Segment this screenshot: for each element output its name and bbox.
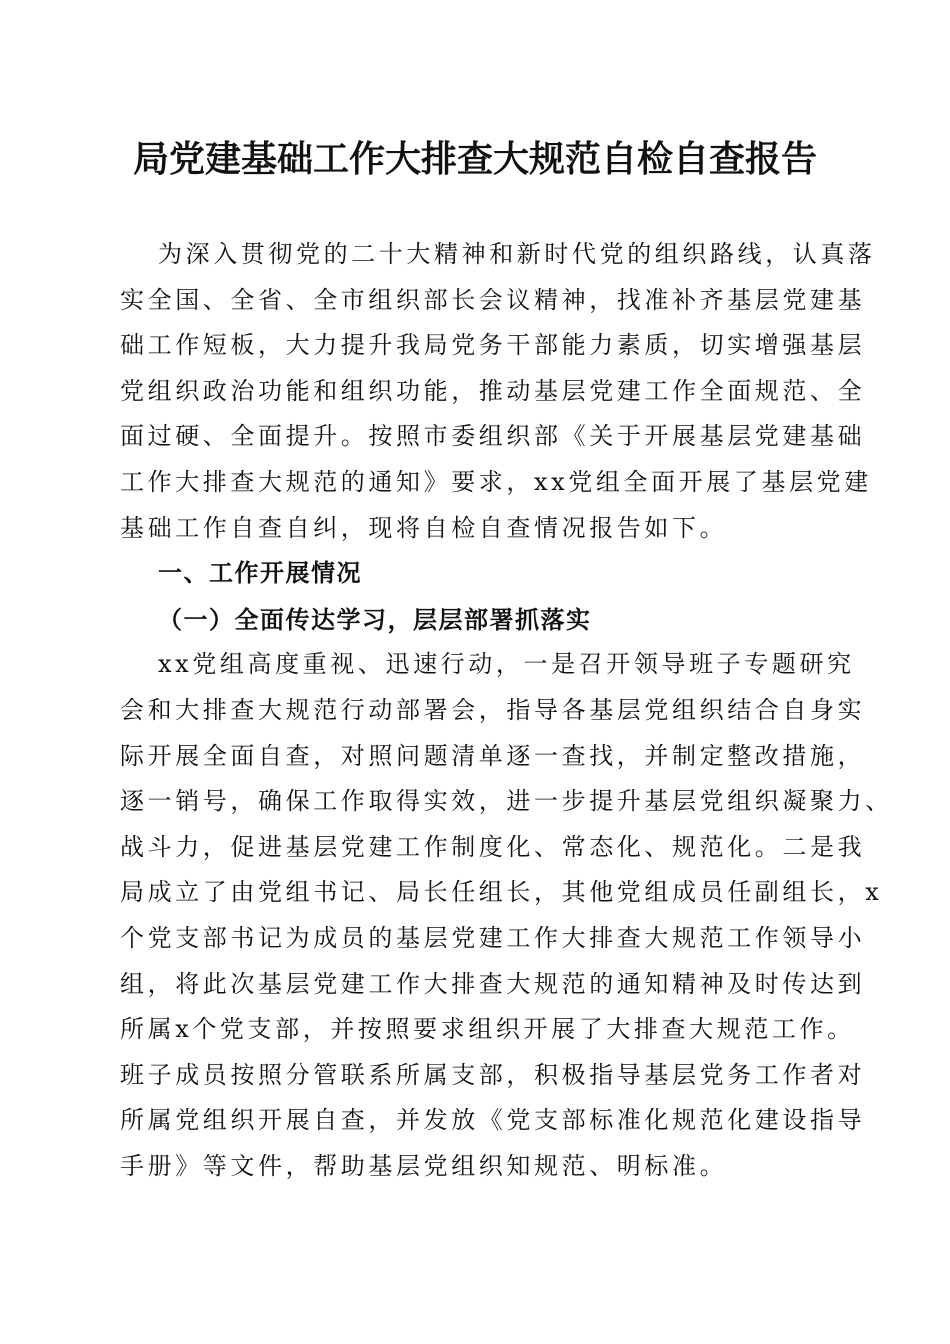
paragraph-line: 会和大排查大规范行动部署会，指导各基层党组织结合自身实	[120, 695, 866, 724]
paragraph-line: 战斗力，促进基层党建工作制度化、常态化、规范化。二是我	[120, 832, 866, 861]
paragraph-line: 础工作短板，大力提升我局党务干部能力素质，切实增强基层	[120, 331, 866, 360]
paragraph-line: 组，将此次基层党建工作大排查大规范的通知精神及时传达到	[120, 969, 866, 998]
paragraph-line: 手册》等文件，帮助基层党组织知规范、明标准。	[120, 1151, 728, 1180]
paragraph-line: 基础工作自查自纠，现将自检自查情况报告如下。	[120, 513, 728, 542]
paragraph-line: 工作大排查大规范的通知》要求，xx党组全面开展了基层党建	[120, 467, 872, 496]
paragraph-line: 际开展全面自查，对照问题清单逐一查找，并制定整改措施，	[120, 741, 866, 770]
paragraph-line: 所属党组织开展自查，并发放《党支部标准化规范化建设指导	[120, 1106, 866, 1135]
subsection-heading: （一）全面传达学习，层层部署抓落实	[158, 604, 592, 634]
paragraph-line: 班子成员按照分管联系所属支部，积极指导基层党务工作者对	[120, 1060, 866, 1089]
paragraph-line: 党组织政治功能和组织功能，推动基层党建工作全面规范、全	[120, 376, 866, 405]
section-heading: 一、工作开展情况	[158, 559, 362, 588]
paragraph-line: 面过硬、全面提升。按照市委组织部《关于开展基层党建基础	[120, 422, 866, 451]
paragraph-line: xx党组高度重视、迅速行动，一是召开领导班子专题研究	[158, 650, 855, 679]
paragraph-line: 个党支部书记为成员的基层党建工作大排查大规范工作领导小	[120, 923, 866, 952]
paragraph-line: 实全国、全省、全市组织部长会议精神，找准补齐基层党建基	[120, 285, 866, 314]
paragraph-line: 所属x个党支部，并按照要求组织开展了大排查大规范工作。	[120, 1015, 855, 1044]
document-body	[120, 232, 893, 1189]
paragraph-line: 逐一销号，确保工作取得实效，进一步提升基层党组织凝聚力、	[120, 787, 893, 816]
document-title: 局党建基础工作大排查大规范自检自查报告	[132, 139, 817, 180]
paragraph-line: 局成立了由党组书记、局长任组长，其他党组成员任副组长，x	[120, 878, 883, 907]
paragraph-line: 为深入贯彻党的二十大精神和新时代党的组织路线，认真落	[158, 240, 876, 268]
